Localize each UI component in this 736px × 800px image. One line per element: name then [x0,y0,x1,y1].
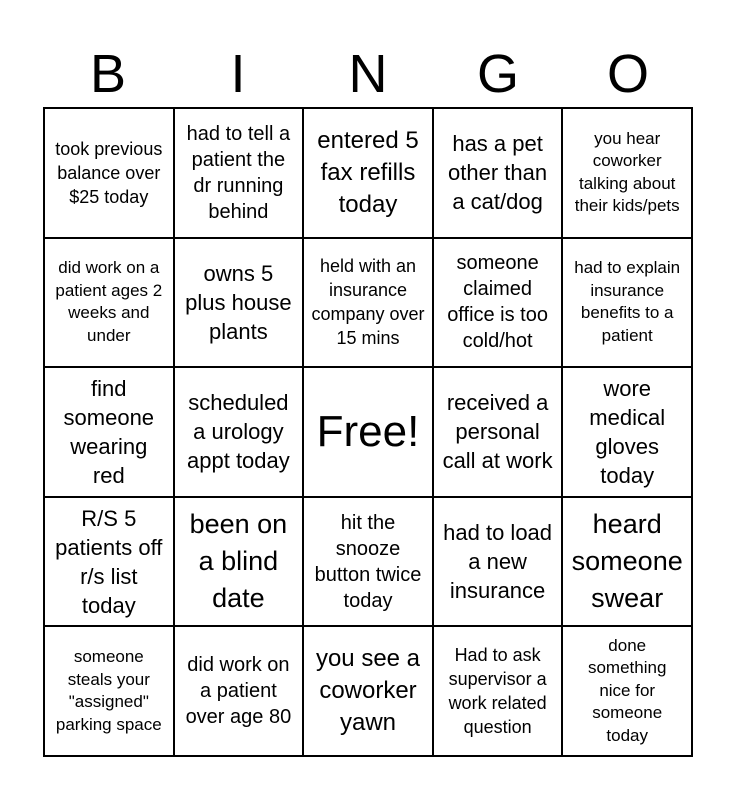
cell-text: heard someone swear [571,509,683,614]
cell-text: you see a coworker yawn [315,645,421,737]
bingo-cell[interactable] [174,108,304,238]
bingo-cell[interactable] [433,238,563,368]
cell-text: done something nice for someone today [587,635,667,745]
header-letter-o: O [606,44,649,104]
cell-text: had to load a new insurance [443,520,553,604]
bingo-cell[interactable] [303,108,433,238]
header-letter-b: B [89,44,127,104]
bingo-cell[interactable] [562,497,692,627]
cell-text: you hear coworker talking about their kids/pets [574,128,680,216]
bingo-cell[interactable] [44,108,174,238]
free-space-text: Free! [316,406,420,456]
bingo-header [43,42,693,106]
cell-text: R/S 5 patients off r/s list today [55,505,163,618]
bingo-cell[interactable] [174,497,304,627]
cell-text: wore medical gloves today [589,376,666,488]
bingo-cell[interactable] [44,367,174,497]
header-letter-n: N [348,44,388,104]
header-letter-g: G [476,44,519,104]
header-letter-i: I [230,44,246,104]
bingo-cell[interactable] [44,238,174,368]
cell-text: owns 5 plus house plants [185,260,292,344]
bingo-cell[interactable] [562,626,692,756]
bingo-cell[interactable] [303,238,433,368]
cell-text: find someone wearing red [63,376,155,488]
cell-text: received a personal call at work [442,390,553,474]
cell-text: been on a blind date [189,509,288,614]
bingo-cell[interactable] [562,238,692,368]
cell-text: hit the snooze button twice today [314,511,422,612]
bingo-cell[interactable] [44,626,174,756]
cell-text: held with an insurance company over 15 mins [311,256,425,349]
bingo-cell[interactable] [433,108,563,238]
bingo-cell[interactable] [562,367,692,497]
free-space[interactable] [303,367,433,497]
bingo-cell[interactable] [174,238,304,368]
cell-text: Had to ask supervisor a work related question [448,645,547,738]
cell-text: did work on a patient over age 80 [185,654,292,729]
bingo-cell[interactable] [303,626,433,756]
cell-text: has a pet other than a cat/dog [448,131,548,215]
bingo-cell[interactable] [433,497,563,627]
cell-text: someone steals your "assigned" parking space [55,647,162,734]
cell-text: scheduled a urology appt today [187,390,290,474]
cell-text: someone claimed office is too cold/hot [447,252,548,353]
bingo-cell[interactable] [174,367,304,497]
cell-text: had to explain insurance benefits to a patient [574,258,681,345]
bingo-board [43,107,693,757]
bingo-cell[interactable] [433,367,563,497]
cell-text: did work on a patient ages 2 weeks and under [55,258,163,345]
bingo-cell[interactable] [433,626,563,756]
bingo-cell[interactable] [562,108,692,238]
bingo-cell[interactable] [174,626,304,756]
cell-text: entered 5 fax refills today [317,126,419,218]
bingo-cell[interactable] [44,497,174,627]
bingo-cell[interactable] [303,497,433,627]
cell-text: took previous balance over $25 today [55,138,163,207]
cell-text: had to tell a patient the dr running behind [186,122,291,223]
